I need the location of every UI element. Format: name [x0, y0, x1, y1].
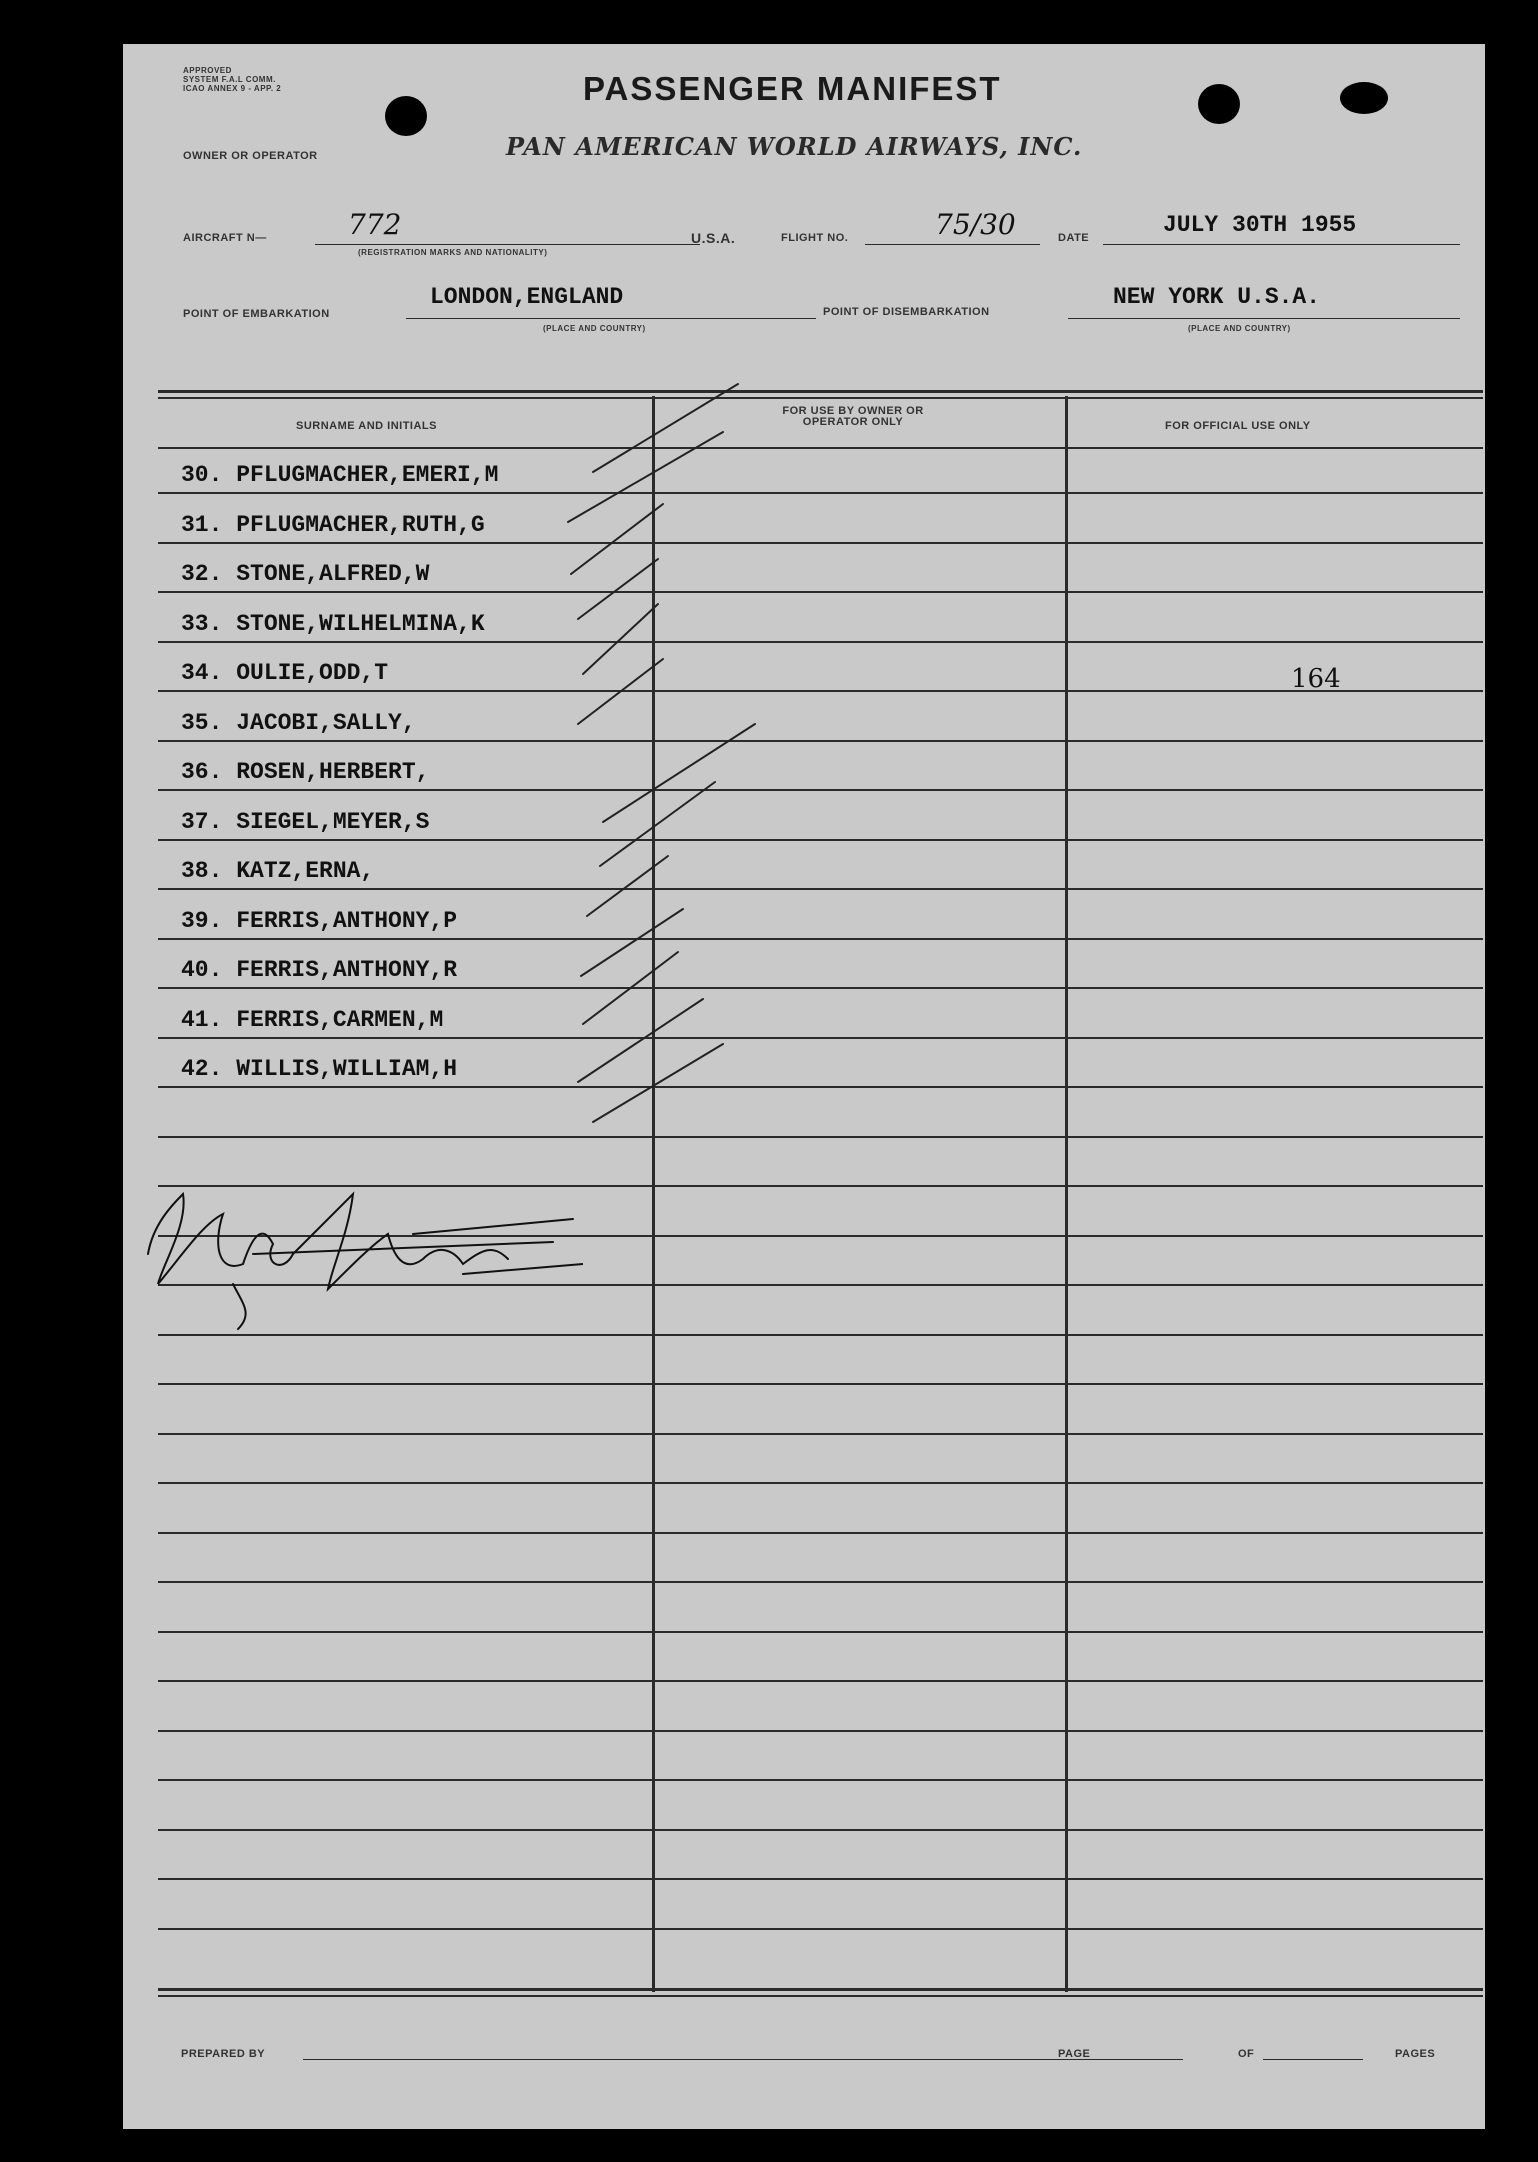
date-value: JULY 30TH 1955 [1163, 212, 1357, 238]
table-row-line [158, 1878, 1483, 1880]
flight-number: 75/30 [935, 208, 1016, 241]
prepared-by-label: PREPARED BY [181, 2048, 266, 2060]
table-row-line [158, 1829, 1483, 1831]
pages-label: PAGES [1395, 2048, 1436, 2060]
table-row-line [158, 1779, 1483, 1781]
prepared-by-underline [303, 2059, 1183, 2060]
disembarkation-label: POINT OF DISEMBARKATION [823, 306, 990, 318]
table-row-line [158, 1680, 1483, 1682]
passenger-row: 41. FERRIS,CARMEN,M [181, 1007, 444, 1033]
approval-line: SYSTEM F.A.L COMM. [183, 75, 276, 84]
approval-line: ICAO ANNEX 9 - APP. 2 [183, 84, 282, 93]
official-note: 164 [1291, 664, 1341, 694]
table-row-line [158, 1928, 1483, 1930]
passenger-row: 39. FERRIS,ANTHONY,P [181, 908, 458, 934]
passenger-row: 33. STONE,WILHELMINA,K [181, 611, 485, 637]
passenger-row: 40. FERRIS,ANTHONY,R [181, 957, 458, 983]
passenger-row: 34. OULIE,ODD,T [181, 660, 389, 686]
table-row-line [158, 1482, 1483, 1484]
table-row-line [158, 1532, 1483, 1534]
passenger-row: 31. PFLUGMACHER,RUTH,G [181, 512, 485, 538]
page-title: PASSENGER MANIFEST [583, 70, 1002, 107]
passenger-row: 38. KATZ,ERNA, [181, 858, 375, 884]
of-underline [1263, 2059, 1363, 2060]
aircraft-label: AIRCRAFT N— [183, 232, 267, 244]
passenger-row: 30. PFLUGMACHER,EMERI,M [181, 462, 499, 488]
embarkation-label: POINT OF EMBARKATION [183, 308, 330, 320]
owner-label: OWNER OR OPERATOR [183, 150, 318, 162]
manifest-sheet [123, 44, 1485, 2129]
disembarkation-caption: (PLACE AND COUNTRY) [1188, 324, 1291, 333]
column-header-surname: SURNAME AND INITIALS [296, 420, 437, 432]
check-marks [123, 44, 1485, 1144]
table-bottom-rule [158, 1995, 1483, 1997]
embarkation-caption: (PLACE AND COUNTRY) [543, 324, 646, 333]
table-row-line [158, 1383, 1483, 1385]
table-row-line [158, 1433, 1483, 1435]
passenger-row: 42. WILLIS,WILLIAM,H [181, 1056, 458, 1082]
usa-label: U.S.A. [691, 230, 736, 246]
table-row-line [158, 1730, 1483, 1732]
passenger-row: 36. ROSEN,HERBERT, [181, 759, 430, 785]
embarkation-value: LONDON,ENGLAND [430, 284, 624, 310]
column-header-operator: FOR USE BY OWNER OR OPERATOR ONLY [782, 405, 924, 428]
flight-label: FLIGHT NO. [781, 232, 849, 244]
of-label: OF [1238, 2048, 1255, 2060]
approval-line: APPROVED [183, 66, 232, 75]
date-label: DATE [1058, 232, 1090, 244]
passenger-row: 37. SIEGEL,MEYER,S [181, 809, 430, 835]
table-row-line [158, 1581, 1483, 1583]
table-bottom-rule [158, 1988, 1483, 1991]
passenger-row: 35. JACOBI,SALLY, [181, 710, 416, 736]
column-header-official: FOR OFFICIAL USE ONLY [1165, 420, 1311, 432]
page-label: PAGE [1058, 2048, 1091, 2060]
operator-name: PAN AMERICAN WORLD AIRWAYS, INC. [506, 132, 1083, 161]
registration-caption: (REGISTRATION MARKS AND NATIONALITY) [358, 248, 548, 257]
passenger-row: 32. STONE,ALFRED,W [181, 561, 430, 587]
table-row-line [158, 1631, 1483, 1633]
disembarkation-value: NEW YORK U.S.A. [1113, 284, 1321, 310]
signature-scrawl [133, 1164, 583, 1344]
aircraft-number: 772 [348, 208, 402, 241]
